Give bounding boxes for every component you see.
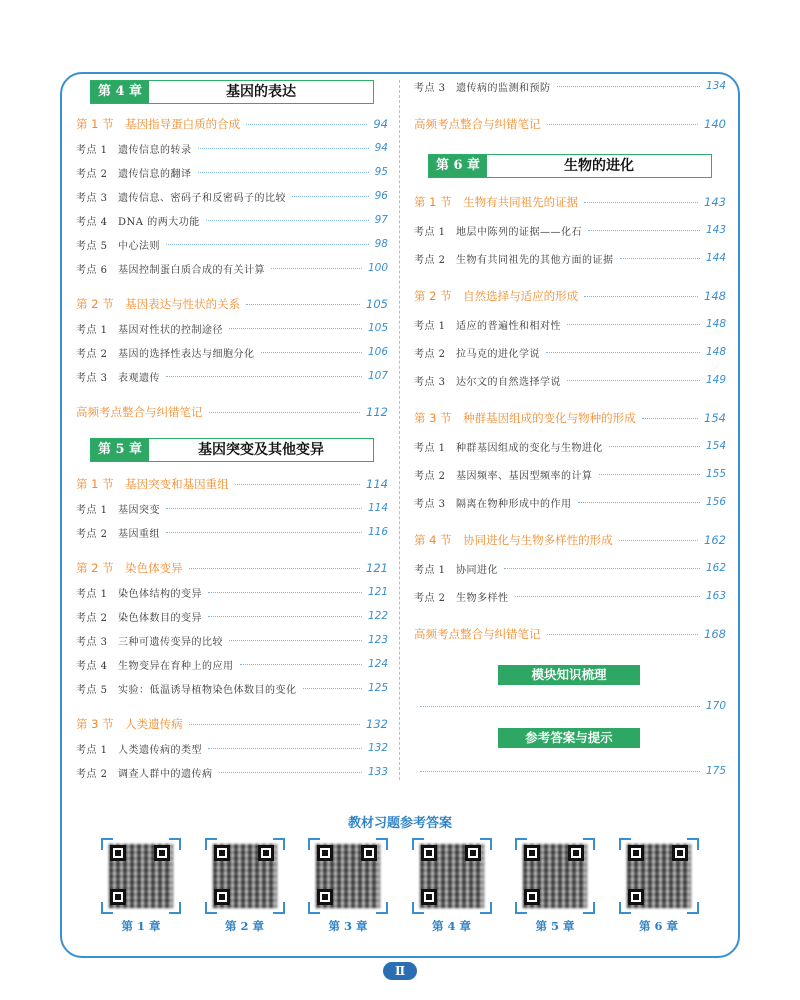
chapter-number: 第 6 章 <box>429 155 487 177</box>
leader-dots <box>246 124 367 125</box>
leader-dots <box>271 268 362 269</box>
toc-kaodian-row[interactable] <box>76 630 388 650</box>
page-number: 162 <box>705 562 726 574</box>
leader-dots <box>261 352 362 353</box>
entry-label: 第 1 节 基因指导蛋白质的合成 <box>76 117 241 131</box>
answers-heading: 参考答案与提示 <box>498 728 640 748</box>
entry-label: 考点 1 基因对性状的控制途径 <box>76 324 224 336</box>
qr-finder-pattern <box>524 845 540 861</box>
page-number: 149 <box>705 374 726 386</box>
toc-kaodian-row[interactable] <box>414 558 726 578</box>
entry-label: 考点 4 DNA 的两大功能 <box>76 216 200 228</box>
leader-dots <box>515 596 700 597</box>
qr-finder-pattern <box>421 889 437 905</box>
qr-finder-pattern <box>465 845 481 861</box>
qr-code-row <box>100 838 700 934</box>
page-number: 154 <box>704 411 726 425</box>
page-number: 98 <box>374 238 388 250</box>
leader-dots <box>166 244 369 245</box>
toc-kaodian-row[interactable] <box>76 522 388 542</box>
qr-frame <box>619 838 699 914</box>
leader-dots <box>547 634 699 635</box>
entry-label: 考点 3 达尔文的自然选择学说 <box>414 376 562 388</box>
leader-dots <box>189 724 360 725</box>
qr-chapter-label: 第 1 章 <box>121 919 161 933</box>
page-number: 116 <box>367 526 388 538</box>
entry-label: 考点 2 调查人群中的遗传病 <box>76 768 213 780</box>
qr-chapter-label: 第 6 章 <box>638 919 678 933</box>
toc-kaodian-row[interactable] <box>414 248 726 268</box>
leader-dots <box>240 664 362 665</box>
leader-dots <box>208 592 362 593</box>
toc-kaodian-row[interactable] <box>76 186 388 206</box>
qr-finder-pattern <box>628 845 644 861</box>
leader-dots <box>584 296 698 297</box>
qr-code-chapter-3[interactable] <box>307 838 389 934</box>
leader-dots <box>229 640 362 641</box>
leader-dots <box>206 220 369 221</box>
page-number: 133 <box>367 766 388 778</box>
entry-label: 第 3 节 种群基因组成的变化与物种的形成 <box>414 411 636 425</box>
qr-frame <box>101 838 181 914</box>
page-number: 148 <box>705 346 726 358</box>
entry-label: 考点 1 适应的普遍性和相对性 <box>414 320 562 332</box>
page-number: 105 <box>367 322 388 334</box>
leader-dots <box>567 324 700 325</box>
toc-section-row[interactable] <box>76 474 388 494</box>
qr-code-chapter-2[interactable] <box>204 838 286 934</box>
page-number: 154 <box>705 440 726 452</box>
qr-code-chapter-5[interactable] <box>514 838 596 934</box>
qr-finder-pattern <box>568 845 584 861</box>
entry-label: 考点 5 实验：低温诱导植物染色体数目的变化 <box>76 684 297 696</box>
toc-section-row[interactable] <box>76 294 388 314</box>
toc-section-row[interactable] <box>414 624 726 644</box>
column-divider <box>399 80 400 780</box>
leader-dots <box>567 380 700 381</box>
qr-finder-pattern <box>154 845 170 861</box>
page-number: 100 <box>367 262 388 274</box>
toc-kaodian-row[interactable] <box>414 314 726 334</box>
page-number: 132 <box>366 717 388 731</box>
entry-label: 考点 6 基因控制蛋白质合成的有关计算 <box>76 264 266 276</box>
page-number: 148 <box>704 289 726 303</box>
entry-label: 考点 2 遗传信息的翻译 <box>76 168 192 180</box>
leader-dots <box>504 568 700 569</box>
toc-section-row[interactable] <box>76 114 388 134</box>
qr-code-chapter-1[interactable] <box>100 838 182 934</box>
qr-finder-pattern <box>524 889 540 905</box>
leader-dots <box>547 124 699 125</box>
page-number: 114 <box>366 477 388 491</box>
entry-label: 第 2 节 染色体变异 <box>76 561 183 575</box>
leader-dots <box>229 328 362 329</box>
page-number: 97 <box>374 214 388 226</box>
entry-label: 考点 3 表观遗传 <box>76 372 161 384</box>
toc-row-module-summary[interactable] <box>414 696 726 716</box>
toc-kaodian-row[interactable] <box>414 76 726 96</box>
toc-section-row[interactable] <box>76 402 388 422</box>
toc-kaodian-row[interactable] <box>414 586 726 606</box>
qr-finder-pattern <box>628 889 644 905</box>
leader-dots <box>557 86 700 87</box>
toc-kaodian-row[interactable] <box>76 318 388 338</box>
toc-section-row[interactable] <box>414 192 726 212</box>
entry-label: 考点 2 基因重组 <box>76 528 161 540</box>
entry-label: 考点 2 染色体数目的变异 <box>76 612 203 624</box>
page-number: 143 <box>704 195 726 209</box>
leader-dots <box>198 172 369 173</box>
leader-dots <box>246 304 360 305</box>
leader-dots <box>166 376 362 377</box>
leader-dots <box>209 412 361 413</box>
qr-frame <box>515 838 595 914</box>
entry-label: 考点 1 基因突变 <box>76 504 161 516</box>
page-number: 94 <box>373 117 388 131</box>
toc-kaodian-row[interactable] <box>76 654 388 674</box>
leader-dots <box>166 532 362 533</box>
chapter-title: 基因的表达 <box>226 84 296 100</box>
page-number: 121 <box>366 561 388 575</box>
page-number: 134 <box>705 80 726 92</box>
entry-label: 考点 1 协同进化 <box>414 564 499 576</box>
qr-finder-pattern <box>317 889 333 905</box>
toc-row-answers[interactable] <box>414 761 726 781</box>
toc-section-row[interactable] <box>76 714 388 734</box>
leader-dots <box>620 258 700 259</box>
leader-dots <box>584 202 698 203</box>
leader-dots <box>208 616 362 617</box>
qr-finder-pattern <box>421 845 437 861</box>
toc-kaodian-row[interactable] <box>76 258 388 278</box>
page-number: 155 <box>705 468 726 480</box>
module-summary-heading: 模块知识梳理 <box>498 665 640 685</box>
entry-label: 考点 2 拉马克的进化学说 <box>414 348 541 360</box>
leader-dots <box>420 771 700 772</box>
chapter-number: 第 5 章 <box>91 439 149 461</box>
leader-dots <box>599 474 700 475</box>
toc-section-row[interactable] <box>76 558 388 578</box>
page-number: 144 <box>705 252 726 264</box>
entry-label: 考点 2 基因频率、基因型频率的计算 <box>414 470 593 482</box>
toc-section-row[interactable] <box>414 114 726 134</box>
chapter-5-header <box>90 438 374 462</box>
leader-dots <box>588 230 700 231</box>
toc-kaodian-row[interactable] <box>76 234 388 254</box>
qr-chapter-label: 第 2 章 <box>224 919 264 933</box>
page-number: 94 <box>374 142 388 154</box>
page-number: 114 <box>367 502 388 514</box>
page-number: 163 <box>705 590 726 602</box>
toc-section-row[interactable] <box>414 530 726 550</box>
toc-kaodian-row[interactable] <box>414 492 726 512</box>
page-number: 148 <box>705 318 726 330</box>
qr-code-chapter-6[interactable] <box>618 838 700 934</box>
entry-label: 第 1 节 基因突变和基因重组 <box>76 477 229 491</box>
entry-label: 考点 2 基因的选择性表达与细胞分化 <box>76 348 255 360</box>
qr-frame <box>205 838 285 914</box>
toc-kaodian-row[interactable] <box>76 162 388 182</box>
leader-dots <box>292 196 369 197</box>
leader-dots <box>189 568 360 569</box>
entry-label: 第 2 节 自然选择与适应的形成 <box>414 289 579 303</box>
qr-finder-pattern <box>258 845 274 861</box>
entry-label: 高频考点整合与纠错笔记 <box>414 117 541 131</box>
page-number: 112 <box>366 405 388 419</box>
qr-frame <box>412 838 492 914</box>
toc-section-row[interactable] <box>414 408 726 428</box>
page-number: 124 <box>367 658 388 670</box>
entry-label: 考点 3 遗传信息、密码子和反密码子的比较 <box>76 192 287 204</box>
entry-label: 考点 1 地层中陈列的证据——化石 <box>414 226 583 238</box>
toc-kaodian-row[interactable] <box>414 436 726 456</box>
leader-dots <box>208 748 362 749</box>
entry-label: 考点 4 生物变异在育种上的应用 <box>76 660 234 672</box>
page-number: 122 <box>367 610 388 622</box>
toc-kaodian-row[interactable] <box>76 738 388 758</box>
toc-kaodian-row[interactable] <box>76 678 388 698</box>
entry-label: 考点 1 种群基因组成的变化与生物进化 <box>414 442 604 454</box>
leader-dots <box>303 688 362 689</box>
entry-label: 高频考点整合与纠错笔记 <box>76 405 203 419</box>
qr-finder-pattern <box>110 845 126 861</box>
entry-label: 考点 2 生物有共同祖先的其他方面的证据 <box>414 254 614 266</box>
chapter-title: 基因突变及其他变异 <box>198 442 324 458</box>
toc-kaodian-row[interactable] <box>76 210 388 230</box>
entry-label: 考点 1 染色体结构的变异 <box>76 588 203 600</box>
leader-dots <box>198 148 369 149</box>
entry-label: 考点 1 人类遗传病的类型 <box>76 744 203 756</box>
toc-kaodian-row[interactable] <box>414 220 726 240</box>
toc-kaodian-row[interactable] <box>414 370 726 390</box>
page-number: 132 <box>367 742 388 754</box>
leader-dots <box>166 508 362 509</box>
page-number: 125 <box>367 682 388 694</box>
qr-finder-pattern <box>214 889 230 905</box>
entry-label: 第 2 节 基因表达与性状的关系 <box>76 297 241 311</box>
page-number: 170 <box>705 700 726 712</box>
qr-finder-pattern <box>110 889 126 905</box>
entry-label: 第 3 节 人类遗传病 <box>76 717 183 731</box>
page-number: 140 <box>704 117 726 131</box>
toc-kaodian-row[interactable] <box>76 498 388 518</box>
leader-dots <box>235 484 360 485</box>
page-number: 105 <box>366 297 388 311</box>
entry-label: 考点 3 三种可遗传变异的比较 <box>76 636 224 648</box>
leader-dots <box>609 446 700 447</box>
leader-dots <box>642 418 698 419</box>
entry-label: 第 4 节 协同进化与生物多样性的形成 <box>414 533 613 547</box>
qr-section-title: 教材习题参考答案 <box>347 816 452 831</box>
page-number: 168 <box>704 627 726 641</box>
page-number: 106 <box>367 346 388 358</box>
entry-label: 考点 5 中心法则 <box>76 240 161 252</box>
entry-label: 考点 1 遗传信息的转录 <box>76 144 192 156</box>
entry-label: 考点 3 隔离在物种形成中的作用 <box>414 498 572 510</box>
qr-code-chapter-4[interactable] <box>411 838 493 934</box>
page-number: 95 <box>374 166 388 178</box>
qr-finder-pattern <box>361 845 377 861</box>
toc-kaodian-row[interactable] <box>76 606 388 626</box>
leader-dots <box>219 772 362 773</box>
toc-kaodian-row[interactable] <box>414 342 726 362</box>
toc-section-row[interactable] <box>414 286 726 306</box>
toc-kaodian-row[interactable] <box>76 762 388 782</box>
toc-kaodian-row[interactable] <box>76 582 388 602</box>
page-number: 162 <box>704 533 726 547</box>
chapter-6-header <box>428 154 712 178</box>
toc-kaodian-row[interactable] <box>76 138 388 158</box>
page-number: 107 <box>367 370 388 382</box>
leader-dots <box>546 352 700 353</box>
page-number: 156 <box>705 496 726 508</box>
qr-chapter-label: 第 5 章 <box>535 919 575 933</box>
qr-frame <box>308 838 388 914</box>
page-number-badge: Ⅱ <box>383 962 417 980</box>
qr-finder-pattern <box>317 845 333 861</box>
toc-kaodian-row[interactable] <box>414 464 726 484</box>
toc-kaodian-row[interactable] <box>76 366 388 386</box>
entry-label: 第 1 节 生物有共同祖先的证据 <box>414 195 579 209</box>
page-number: 143 <box>705 224 726 236</box>
leader-dots <box>619 540 698 541</box>
entry-label: 考点 3 遗传病的监测和预防 <box>414 82 551 94</box>
entry-label: 高频考点整合与纠错笔记 <box>414 627 541 641</box>
qr-chapter-label: 第 4 章 <box>431 919 471 933</box>
chapter-4-header <box>90 80 374 104</box>
page-number: 96 <box>374 190 388 202</box>
qr-finder-pattern <box>672 845 688 861</box>
page-number: 121 <box>367 586 388 598</box>
leader-dots <box>420 706 700 707</box>
entry-label: 考点 2 生物多样性 <box>414 592 509 604</box>
leader-dots <box>578 502 700 503</box>
page-number: 175 <box>705 765 726 777</box>
toc-kaodian-row[interactable] <box>76 342 388 362</box>
qr-chapter-label: 第 3 章 <box>328 919 368 933</box>
page-number: 123 <box>367 634 388 646</box>
chapter-number: 第 4 章 <box>91 81 149 103</box>
chapter-title: 生物的进化 <box>564 158 634 174</box>
qr-finder-pattern <box>214 845 230 861</box>
